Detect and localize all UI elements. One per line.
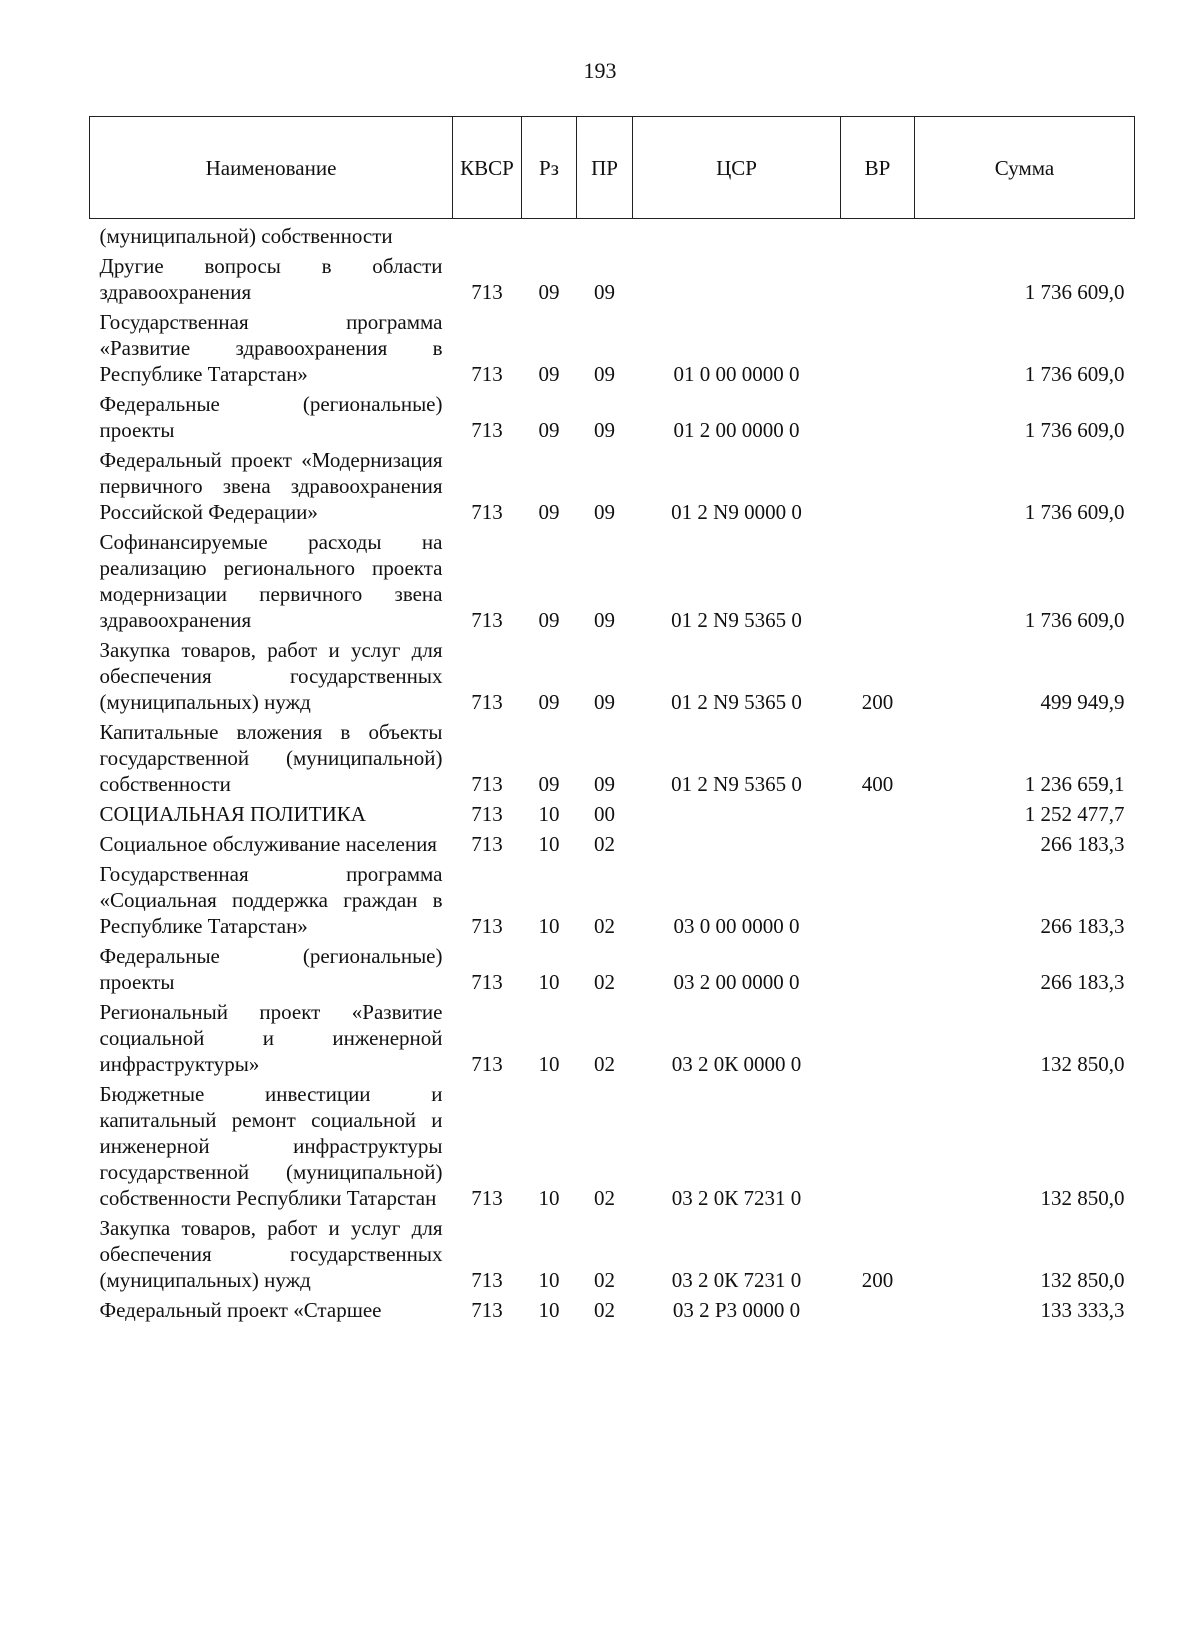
table-row <box>90 443 1135 525</box>
row-pr: 09 <box>594 418 615 442</box>
row-vr <box>841 827 915 857</box>
row-csr: 03 2 00 0000 0 <box>673 970 800 994</box>
row-vr <box>841 525 915 633</box>
row-pr: 09 <box>594 280 615 304</box>
row-csr: 03 2 0К 7231 0 <box>671 1186 802 1210</box>
row-name: СОЦИАЛЬНАЯ ПОЛИТИКА <box>99 802 366 826</box>
row-sum: 133 333,3 <box>1040 1298 1125 1322</box>
row-csr <box>633 219 841 250</box>
row-rz: 10 <box>538 1052 560 1076</box>
row-name: Капитальные вложения в объекты государственной (муниципальной) собственности <box>99 720 443 796</box>
row-csr <box>633 797 841 827</box>
row-kvsr: 713 <box>471 280 503 304</box>
row-sum: 132 850,0 <box>1040 1186 1125 1210</box>
table-row <box>90 995 1135 1077</box>
table-row <box>90 387 1135 443</box>
row-pr: 00 <box>594 802 615 826</box>
row-vr <box>841 387 915 443</box>
row-csr: 03 2 Р3 0000 0 <box>672 1298 801 1322</box>
row-sum: 1 236 659,1 <box>1024 772 1125 796</box>
row-pr: 02 <box>594 1268 615 1292</box>
column-header-kvsr: КВСР <box>453 117 522 219</box>
row-name: Бюджетные инвестиции и капитальный ремонт социальной и инженерной инфраструктуры государственной (муниципальной) собственности Республики Татарстан <box>99 1082 443 1210</box>
row-csr: 03 0 00 0000 0 <box>673 914 800 938</box>
column-header-name: Наименование <box>90 117 453 219</box>
row-vr <box>841 443 915 525</box>
row-vr <box>841 995 915 1077</box>
row-csr: 01 2 N9 5365 0 <box>671 608 802 632</box>
row-pr: 09 <box>594 608 615 632</box>
row-kvsr: 713 <box>471 1268 503 1292</box>
row-sum: 266 183,3 <box>1040 914 1125 938</box>
row-name: Государственная программа «Развитие здравоохранения в Республике Татарстан» <box>99 310 443 386</box>
row-pr: 02 <box>594 970 615 994</box>
row-rz: 09 <box>538 608 560 632</box>
row-csr <box>633 249 841 305</box>
row-sum: 1 736 609,0 <box>1024 608 1125 632</box>
row-kvsr: 713 <box>471 1052 503 1076</box>
row-sum: 132 850,0 <box>1040 1052 1125 1076</box>
row-rz: 10 <box>538 1268 560 1292</box>
row-pr: 02 <box>594 832 615 856</box>
row-csr: 01 2 N9 5365 0 <box>671 772 802 796</box>
column-header-sum: Сумма <box>915 117 1135 219</box>
row-kvsr: 713 <box>471 914 503 938</box>
budget-table <box>89 116 1135 1323</box>
row-csr: 03 2 0К 7231 0 <box>671 1268 802 1292</box>
row-sum: 132 850,0 <box>1040 1268 1125 1292</box>
row-sum <box>915 219 1135 250</box>
row-pr: 02 <box>594 914 615 938</box>
row-csr <box>633 827 841 857</box>
row-vr: 400 <box>861 772 894 796</box>
column-header-pr: ПР <box>577 117 633 219</box>
row-vr <box>841 219 915 250</box>
table-header-row <box>90 117 1135 219</box>
row-kvsr: 713 <box>471 690 503 714</box>
row-kvsr: 713 <box>471 608 503 632</box>
table-row <box>90 715 1135 797</box>
row-rz: 10 <box>538 802 560 826</box>
row-name: Федеральные (региональные) проекты <box>99 392 443 442</box>
row-kvsr: 713 <box>471 1298 503 1322</box>
row-vr: 200 <box>861 690 894 714</box>
table-row <box>90 939 1135 995</box>
table-row <box>90 1293 1135 1323</box>
row-vr <box>841 939 915 995</box>
row-rz: 10 <box>538 832 560 856</box>
row-kvsr: 713 <box>471 970 503 994</box>
row-sum: 1 736 609,0 <box>1024 500 1125 524</box>
row-rz: 10 <box>538 970 560 994</box>
row-pr: 02 <box>594 1052 615 1076</box>
table-row <box>90 827 1135 857</box>
row-vr <box>841 249 915 305</box>
row-name: Другие вопросы в области здравоохранения <box>99 254 443 304</box>
row-name: Федеральный проект «Старшее <box>99 1298 382 1322</box>
row-kvsr <box>453 219 522 250</box>
row-sum: 1 736 609,0 <box>1024 418 1125 442</box>
row-rz: 09 <box>538 500 560 524</box>
row-name: Региональный проект «Развитие социальной и инженерной инфраструктуры» <box>99 1000 443 1076</box>
table-row <box>90 219 1135 250</box>
row-name: Закупка товаров, работ и услуг для обеспечения государственных (муниципальных) нужд <box>99 1216 443 1292</box>
row-kvsr: 713 <box>471 362 503 386</box>
table-body <box>90 219 1135 1324</box>
row-pr: 09 <box>594 690 615 714</box>
row-csr: 01 2 N9 0000 0 <box>671 500 802 524</box>
table-row <box>90 633 1135 715</box>
row-name: Федеральные (региональные) проекты <box>99 944 443 994</box>
row-sum: 1 252 477,7 <box>1024 802 1125 826</box>
row-rz: 09 <box>538 772 560 796</box>
row-sum: 1 736 609,0 <box>1024 362 1125 386</box>
row-pr: 09 <box>594 362 615 386</box>
row-csr: 03 2 0К 0000 0 <box>671 1052 802 1076</box>
table-row <box>90 1211 1135 1293</box>
row-vr <box>841 857 915 939</box>
row-name: Социальное обслуживание населения <box>99 832 437 856</box>
row-csr: 01 2 00 0000 0 <box>673 418 800 442</box>
row-vr <box>841 305 915 387</box>
row-rz: 09 <box>538 362 560 386</box>
column-header-csr: ЦСР <box>633 117 841 219</box>
row-vr <box>841 797 915 827</box>
row-csr: 01 2 N9 5365 0 <box>671 690 802 714</box>
row-sum: 266 183,3 <box>1040 832 1125 856</box>
row-pr: 09 <box>594 500 615 524</box>
row-name: Государственная программа «Социальная поддержка граждан в Республике Татарстан» <box>99 862 443 938</box>
row-sum: 266 183,3 <box>1040 970 1125 994</box>
row-vr <box>841 1077 915 1211</box>
table-row <box>90 797 1135 827</box>
row-vr <box>841 1293 915 1323</box>
table-row <box>90 857 1135 939</box>
table-row <box>90 1077 1135 1211</box>
row-kvsr: 713 <box>471 772 503 796</box>
row-kvsr: 713 <box>471 802 503 826</box>
row-rz: 09 <box>538 280 560 304</box>
row-csr: 01 0 00 0000 0 <box>673 362 800 386</box>
table-row <box>90 525 1135 633</box>
row-rz: 10 <box>538 1186 560 1210</box>
row-kvsr: 713 <box>471 418 503 442</box>
row-name: Закупка товаров, работ и услуг для обеспечения государственных (муниципальных) нужд <box>99 638 443 714</box>
row-kvsr: 713 <box>471 832 503 856</box>
table-row <box>90 305 1135 387</box>
row-pr: 02 <box>594 1298 615 1322</box>
column-header-rz: Рз <box>522 117 577 219</box>
row-sum: 499 949,9 <box>1040 690 1125 714</box>
row-rz: 10 <box>538 1298 560 1322</box>
column-header-vr: ВР <box>841 117 915 219</box>
row-name: (муниципальной) собственности <box>99 224 393 248</box>
page-number: 193 <box>583 58 617 83</box>
row-pr <box>577 219 633 250</box>
row-rz: 10 <box>538 914 560 938</box>
row-kvsr: 713 <box>471 500 503 524</box>
row-sum: 1 736 609,0 <box>1024 280 1125 304</box>
row-name: Федеральный проект «Модернизация первичного звена здравоохранения Российской Федерации» <box>99 448 443 524</box>
row-rz <box>522 219 577 250</box>
table-row <box>90 249 1135 305</box>
row-kvsr: 713 <box>471 1186 503 1210</box>
row-rz: 09 <box>538 418 560 442</box>
row-pr: 09 <box>594 772 615 796</box>
row-pr: 02 <box>594 1186 615 1210</box>
row-rz: 09 <box>538 690 560 714</box>
row-name: Софинансируемые расходы на реализацию регионального проекта модернизации первичного звена здравоохранения <box>99 530 443 632</box>
row-vr: 200 <box>861 1268 894 1292</box>
